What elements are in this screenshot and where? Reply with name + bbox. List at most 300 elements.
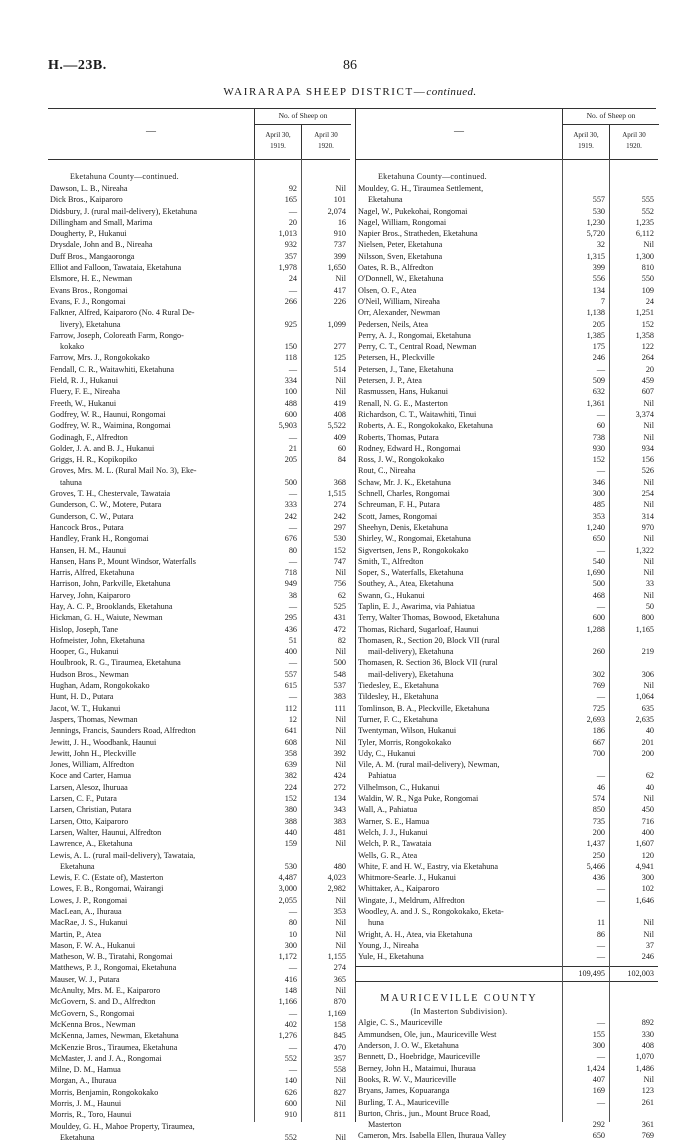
sheep-1919: 152 (592, 455, 605, 465)
sheep-1919: 557 (592, 195, 605, 205)
table-row (356, 940, 658, 951)
table-row (48, 330, 350, 353)
sheep-1919: 509 (592, 376, 605, 386)
sheep-1919: 725 (592, 703, 605, 713)
header-col-1919: April 30, 1919. (562, 125, 609, 159)
sheep-1920: 408 (333, 409, 346, 419)
sheep-1919: 112 (285, 703, 297, 713)
sheep-1920: 122 (641, 342, 654, 352)
table-row (356, 488, 658, 499)
owner-name: Dawson, L. B., Nireaha (50, 184, 128, 193)
sheep-1919: 292 (592, 1120, 605, 1130)
table-row (356, 1063, 658, 1074)
sheep-1919: — (596, 409, 605, 419)
sheep-1919: — (596, 364, 605, 374)
owner-name: Ross, J. W., Rongokokako (358, 455, 445, 465)
right-rows-mauriceville (356, 1017, 658, 1141)
owner-name: Morris, Benjamin, Rongokokako (50, 1087, 159, 1097)
owner-name: Hancock Bros., Putara (50, 522, 124, 532)
table-row (48, 183, 350, 194)
owner-name: Books, R. W. V., Mauriceville (358, 1074, 457, 1084)
sheep-1919: — (288, 1065, 297, 1075)
sheep-1919: 650 (592, 534, 605, 544)
owner-name: White, F. and H. W., Eastry, via Eketahuna (358, 861, 499, 871)
sheep-1920: 1,300 (635, 251, 654, 261)
sheep-1919: 20 (288, 217, 297, 227)
sheep-1920: 1,070 (635, 1052, 654, 1062)
table-row (48, 917, 350, 928)
sheep-1919: 7 (600, 296, 605, 306)
sheep-1919: 1,276 (278, 1031, 297, 1041)
sheep-1920: 558 (333, 1065, 346, 1075)
table-row (48, 262, 350, 273)
sheep-1920: 101 (333, 195, 346, 205)
sheep-1920: 756 (333, 579, 346, 589)
sheep-1919: 600 (284, 409, 297, 419)
sheep-1920: 450 (641, 805, 654, 815)
sheep-1920: 525 (333, 601, 346, 611)
sheep-1920: Nil (643, 534, 654, 544)
sheep-1919: 500 (592, 579, 605, 589)
sheep-1920: 50 (645, 601, 654, 611)
sheep-1919: 1,424 (586, 1063, 605, 1073)
owner-name: Swann, G., Hukanui (358, 590, 425, 600)
left-rows (48, 183, 350, 1143)
owner-name: Thomasen, R. Section 36, Block VII (rural mail-delivery), Eketahuna (358, 658, 498, 679)
sheep-1919: 1,690 (586, 568, 605, 578)
sheep-1920: 330 (641, 1029, 654, 1039)
sheep-1919: 500 (284, 477, 297, 487)
sheep-1920: Nil (643, 794, 654, 804)
sheep-1920: 537 (333, 681, 346, 691)
owner-name: Mason, F. W. A., Hukanui (50, 940, 136, 950)
sheep-1919: 667 (592, 737, 605, 747)
sheep-1920: 200 (641, 748, 654, 758)
county-subheading: (In Masterton Subdivision). (410, 1007, 508, 1017)
table-row (48, 782, 350, 793)
table-row (48, 556, 350, 567)
sheep-1919: 416 (284, 974, 297, 984)
owner-name: Anderson, J. O. W., Eketahuna (358, 1041, 459, 1051)
owner-name: Terry, Walter Thomas, Bowood, Eketahuna (358, 613, 500, 623)
sheep-1920: 500 (333, 658, 346, 668)
sheep-1920: 62 (337, 590, 346, 600)
table-row (356, 251, 658, 262)
table-row (356, 861, 658, 872)
sheep-1920: 1,322 (635, 545, 654, 555)
sheep-1920: 219 (641, 647, 654, 657)
owner-name: Twentyman, Wilson, Hukanui (358, 726, 457, 736)
sheep-1920: 125 (333, 353, 346, 363)
sheep-1920: 152 (333, 545, 346, 555)
table-row (356, 375, 658, 386)
owner-name: Hofmeister, John, Eketahuna (50, 635, 145, 645)
owner-name: Welch, J. J., Hukanui (358, 827, 428, 837)
sheep-1919: — (288, 285, 297, 295)
sheep-1920: 2,635 (635, 714, 654, 724)
sheep-1919: 552 (284, 1132, 297, 1142)
owner-name: Larsen, Alesoz, Ihuruaa (50, 782, 128, 792)
sheep-1919: 1,361 (586, 398, 605, 408)
table-row (48, 940, 350, 951)
sheep-1919: 608 (284, 737, 297, 747)
owner-name: Bryans, James, Kopuaranga (358, 1086, 450, 1096)
sheep-1920: 109 (641, 285, 654, 295)
owner-name: O'Donnell, W., Eketahuna (358, 274, 444, 284)
table-row (48, 759, 350, 770)
header-dash: — (146, 126, 156, 137)
owner-name: Woodley, A. and J. S., Rongokokako, Eketa- huna (358, 907, 504, 928)
sheep-1920: 550 (641, 274, 654, 284)
owner-name: Ammundsen, Ole, jun., Mauriceville West (358, 1029, 497, 1039)
owner-name: O'Neil, William, Nireaha (358, 296, 440, 306)
sheep-1920: 156 (641, 455, 654, 465)
table-row (356, 725, 658, 736)
sheep-1920: Nil (335, 376, 346, 386)
owner-name: Berney, John H., Mataimui, Ihuraua (358, 1063, 476, 1073)
owner-name: Dougherty, P., Hukanui (50, 229, 127, 239)
table-row (356, 477, 658, 488)
sheep-1920: Nil (335, 929, 346, 939)
table-row (356, 386, 658, 397)
owner-name: Lewis, F. C. (Estate of), Masterton (50, 873, 164, 883)
total-1919: 109,495 (578, 969, 605, 979)
table-row (48, 827, 350, 838)
owner-name: Dillingham and Small, Marima (50, 217, 153, 227)
owner-name: McKenzie Bros., Tiraumea, Eketahuna (50, 1042, 178, 1052)
owner-name: Larsen, Otto, Kaiparoro (50, 816, 129, 826)
sheep-1920: 1,251 (635, 308, 654, 318)
owner-name: Hickman, G. H., Waiute, Newman (50, 613, 163, 623)
owner-name: Lawrence, A., Eketahuna (50, 839, 133, 849)
sheep-1919: 676 (284, 534, 297, 544)
sheep-1920: 37 (645, 940, 654, 950)
owner-name: Pedersen, Neils, Atea (358, 319, 429, 329)
table-row (48, 375, 350, 386)
sheep-1920: 62 (645, 771, 654, 781)
table-row (48, 522, 350, 533)
table-row (48, 962, 350, 973)
total-1920: 102,003 (627, 969, 654, 979)
owner-name: Jacot, W. T., Hukanui (50, 703, 121, 713)
table-row (356, 1097, 658, 1108)
sheep-1919: 242 (284, 511, 297, 521)
owner-name: Freeth, W., Hukanui (50, 398, 117, 408)
table-row (48, 352, 350, 363)
sheep-1920: 716 (641, 816, 654, 826)
sheep-1919: 1,315 (586, 251, 605, 261)
sheep-1919: — (596, 601, 605, 611)
owner-name: Hunt, H. D., Putara (50, 692, 114, 702)
owner-name: McMaster, J. and J. A., Rongomai (50, 1053, 162, 1063)
table-row (356, 782, 658, 793)
owner-name: Godinagh, F., Alfredton (50, 432, 128, 442)
owner-name: MacLean, A., Ihuraua (50, 907, 122, 916)
owner-name: Tomlinson, B. A., Pleckville, Eketahuna (358, 703, 490, 713)
sheep-1920: Nil (335, 568, 346, 578)
sheep-1919: 600 (284, 1099, 297, 1109)
title-main: WAIRARAPA SHEEP DISTRICT— (223, 86, 427, 98)
table-row (48, 545, 350, 556)
table-row (48, 624, 350, 635)
column-divider (254, 159, 255, 1122)
sheep-1920: 4,023 (327, 873, 346, 883)
sheep-1920: Nil (643, 929, 654, 939)
sheep-1919: 246 (592, 353, 605, 363)
sheep-1920: 254 (641, 489, 654, 499)
sheep-1920: 470 (333, 1042, 346, 1052)
sheep-1920: Nil (335, 1132, 346, 1142)
table-row (48, 951, 350, 962)
sheep-1919: — (288, 206, 297, 216)
sheep-1920: 769 (641, 1131, 654, 1141)
owner-name: Waldin, W. R., Nga Puke, Rongomai (358, 794, 479, 804)
sheep-1919: — (288, 692, 297, 702)
table-row (48, 251, 350, 262)
table-row (48, 748, 350, 759)
sheep-1919: 615 (284, 681, 297, 691)
table-row (48, 1064, 350, 1075)
sheep-1919: 552 (284, 1053, 297, 1063)
sheep-1919: 353 (592, 511, 605, 521)
owner-name: Nagel, William, Rongomai (358, 217, 447, 227)
table-row (48, 714, 350, 725)
sheep-1920: 481 (333, 827, 346, 837)
owner-name: Wall, A., Pahiatua (358, 805, 418, 815)
table-row (48, 398, 350, 409)
sheep-1919: 738 (592, 432, 605, 442)
table-row (48, 895, 350, 906)
owner-name: Orr, Alexander, Newman (358, 308, 441, 318)
sheep-1920: 274 (333, 500, 346, 510)
table-row (356, 906, 658, 929)
owner-name: Taplin, E. J., Awarima, via Pahiatua (358, 601, 475, 611)
owner-name: Cameron, Mrs. Isabella Ellen, Ihuraua Valley (358, 1131, 507, 1141)
table-row (48, 883, 350, 894)
table-row (356, 827, 658, 838)
sheep-1919: 436 (284, 624, 297, 634)
owner-name: McGovern, S., Rongomai (50, 1008, 135, 1018)
sheep-1919: 80 (288, 918, 297, 928)
sheep-1919: 334 (284, 376, 297, 386)
owner-name: Matheson, W. B., Tiratahi, Rongomai (50, 952, 173, 962)
sheep-1920: Nil (643, 918, 654, 928)
table-row (48, 420, 350, 431)
owner-name: Handley, Frank H., Rongomai (50, 534, 149, 544)
owner-name: Houlbrook, R. G., Tiraumea, Eketahuna (50, 658, 181, 668)
sheep-1920: 261 (641, 1097, 654, 1107)
owner-name: McKenna, James, Newman, Eketahuna (50, 1031, 179, 1041)
sheep-1919: 1,385 (586, 330, 605, 340)
sheep-1919: 1,240 (586, 522, 605, 532)
page-title (0, 86, 700, 98)
table-row (356, 409, 658, 420)
owner-name: Southey, A., Atea, Eketahuna (358, 579, 454, 589)
sheep-1919: 300 (592, 489, 605, 499)
table-row (48, 590, 350, 601)
owner-name: Morris, J. M., Haunui (50, 1099, 122, 1109)
sheep-1920: 910 (333, 229, 346, 239)
sheep-1920: 970 (641, 522, 654, 532)
table-row (356, 872, 658, 883)
table-row (356, 206, 658, 217)
sheep-1920: 60 (337, 443, 346, 453)
owner-name: Soper, S., Waterfalls, Eketahuna (358, 568, 464, 578)
sheep-1919: 150 (284, 342, 297, 352)
owner-name: Turner, F. C., Eketahuna (358, 714, 438, 724)
owner-name: McGovern, S. and D., Alfredton (50, 997, 156, 1007)
sheep-1919: 224 (284, 782, 297, 792)
table-row (356, 691, 658, 702)
sheep-1919: 1,978 (278, 263, 297, 273)
sheep-1919: 92 (288, 184, 297, 193)
sheep-1920: 102 (641, 884, 654, 894)
sheep-1920: 1,486 (635, 1063, 654, 1073)
sheep-1919: 346 (592, 477, 605, 487)
sheep-1920: 123 (641, 1086, 654, 1096)
sheep-1919: 641 (284, 726, 297, 736)
sheep-1920: 827 (333, 1087, 346, 1097)
owner-name: Mauser, W. J., Putara (50, 974, 120, 984)
sheep-1920: 399 (333, 251, 346, 261)
table-row (48, 1075, 350, 1086)
sheep-1920: 300 (641, 873, 654, 883)
owner-name: Farrow, Joseph, Coloreath Farm, Rongo- kokako (50, 330, 184, 352)
table-row (48, 217, 350, 228)
owner-name: Mouldey, G. H., Tiraumea Settlement, Eketahuna (358, 184, 484, 205)
table-row (356, 748, 658, 759)
left-table-header (48, 108, 350, 160)
owner-name: Hansen, Hans P., Mount Windsor, Waterfalls (50, 556, 196, 566)
table-row (356, 296, 658, 307)
table-row (356, 578, 658, 589)
sheep-1920: 811 (334, 1110, 346, 1120)
owner-name: Warner, S. E., Hamua (358, 816, 430, 826)
owner-name: Nilsson, Sven, Eketahuna (358, 251, 443, 261)
table-row (356, 285, 658, 296)
owner-name: Olsen, O. F., Atea (358, 285, 417, 295)
sheep-1920: 134 (333, 794, 346, 804)
table-row (48, 691, 350, 702)
table-row (48, 307, 350, 330)
sheep-1919: 60 (596, 421, 605, 431)
sheep-1919: — (288, 907, 297, 916)
header-sheep: No. of Sheep on (254, 108, 351, 125)
table-row (48, 488, 350, 499)
owner-name: Fendall, C. R., Waitawhiti, Eketahuna (50, 364, 175, 374)
sheep-1920: Nil (335, 1099, 346, 1109)
owner-name: Field, R. J., Hukanui (50, 376, 119, 386)
sheep-1919: 80 (288, 545, 297, 555)
header-sheep: No. of Sheep on (562, 108, 659, 125)
table-row (356, 635, 658, 658)
table-row (356, 341, 658, 352)
sheep-1920: 314 (641, 511, 654, 521)
right-table-header (356, 108, 658, 160)
page-number: 86 (343, 58, 357, 73)
table-row (356, 804, 658, 815)
table-row (356, 759, 658, 782)
owner-name: Thomas, Richard, Sugarloaf, Haunui (358, 624, 479, 634)
sheep-1919: — (596, 1018, 605, 1028)
owner-name: Fluery, F. E., Nireaha (50, 387, 120, 397)
sheep-1919: 295 (284, 613, 297, 623)
sheep-1920: Nil (643, 500, 654, 510)
sheep-1920: 1,155 (327, 952, 346, 962)
owner-name: Schreuman, F. H., Putara (358, 500, 440, 510)
sheep-1920: 1,235 (635, 217, 654, 227)
sheep-1919: 2,693 (586, 714, 605, 724)
sheep-1920: 1,515 (327, 489, 346, 499)
sheep-1919: 485 (592, 500, 605, 510)
table-row (48, 567, 350, 578)
sheep-1920: 297 (333, 522, 346, 532)
owner-name: Groves, Mrs. M. L. (Rural Mail No. 3), Eke- tahuna (50, 466, 197, 487)
table-row (48, 296, 350, 307)
owner-name: Young, J., Nireaha (358, 940, 419, 950)
sheep-1919: 333 (284, 500, 297, 510)
table-row (356, 319, 658, 330)
owner-name: Koce and Carter, Hamua (50, 771, 132, 781)
sheep-1919: 134 (592, 285, 605, 295)
sheep-1919: 399 (592, 263, 605, 273)
table-row (356, 567, 658, 578)
sheep-1919: 769 (592, 681, 605, 691)
table-row (356, 680, 658, 691)
owner-name: Shirley, W., Rongomai, Eketahuna (358, 534, 471, 544)
header-col-1920: April 30 1920. (301, 125, 350, 159)
sheep-1919: 300 (592, 1041, 605, 1051)
owner-name: Jewitt, J. H., Woodbank, Haunui (50, 737, 157, 747)
owner-name: Larsen, Walter, Haunui, Alfredton (50, 827, 162, 837)
county-total-row (356, 966, 658, 982)
table-row (48, 1030, 350, 1041)
sheep-1920: 737 (333, 240, 346, 250)
owner-name: Harris, Alfred, Eketahuna (50, 568, 135, 578)
table-row (48, 703, 350, 714)
owner-name: Richardson, C. T., Waitawhiti, Tinui (358, 409, 477, 419)
sheep-1920: 357 (333, 1053, 346, 1063)
owner-name: Udy, C., Hukanui (358, 748, 416, 758)
owner-name: Hughan, Adam, Rongokokako (50, 681, 150, 691)
sheep-1920: Nil (335, 647, 346, 657)
sheep-1919: 600 (592, 613, 605, 623)
sheep-1920: 1,650 (327, 263, 346, 273)
sheep-1919: 530 (592, 206, 605, 216)
owner-name: Nagel, W., Pukekohai, Rongomai (358, 206, 468, 216)
header-dash: — (454, 126, 464, 137)
table-row (48, 239, 350, 250)
table-row (48, 465, 350, 488)
table-row (48, 228, 350, 239)
sheep-1919: 1,013 (278, 229, 297, 239)
owner-name: Rasmussen, Hans, Hukanui (358, 387, 449, 397)
sheep-1919: 632 (592, 387, 605, 397)
sheep-1920: 24 (645, 296, 654, 306)
table-row (48, 194, 350, 205)
owner-name: Jones, William, Alfredton (50, 760, 135, 770)
table-row (356, 262, 658, 273)
owner-name: Groves, T. H., Chestervale, Tawataia (50, 489, 171, 499)
sheep-1919: 910 (284, 1110, 297, 1120)
sheep-1920: Nil (643, 1074, 654, 1084)
sheep-1920: 40 (645, 726, 654, 736)
sheep-1920: 277 (333, 342, 346, 352)
sheep-1920: 548 (333, 669, 346, 679)
sheep-1919: — (596, 884, 605, 894)
sheep-1919: — (288, 522, 297, 532)
sheep-1920: Nil (335, 387, 346, 397)
